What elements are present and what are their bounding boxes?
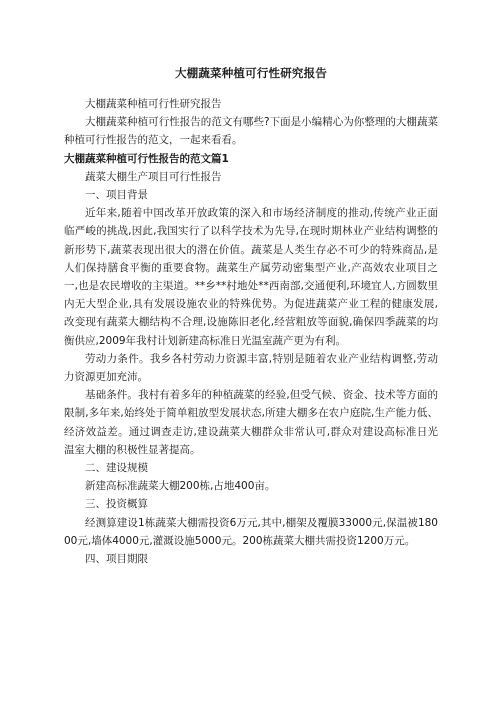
section-heading-background: 一、项目背景 <box>85 189 148 202</box>
section-heading-investment: 三、投资概算 <box>85 498 148 511</box>
intro-paragraph: 大棚蔬菜种植可行性报告的范文有哪些?下面是小编精心为你整理的大棚蔬菜种植可行性报告的范文，一起来看看。 <box>64 116 438 147</box>
section-heading: 大棚蔬菜种植可行性报告的范文篇1 <box>64 152 229 165</box>
document-subtitle: 大棚蔬菜种植可行性研究报告 <box>85 98 222 110</box>
report-title: 蔬菜大棚生产项目可行性报告 <box>85 170 222 183</box>
section-heading-period: 四、项目期限 <box>85 553 148 566</box>
background-paragraph-labor: 劳动力条件。我乡各村劳动力资源丰富,特别是随着农业产业结构调整,劳动力资源更加充沛。 <box>64 352 438 384</box>
investment-paragraph: 经测算建设1栋蔬菜大棚需投资6万元,其中,棚架及覆膜33000元,保温被18000元,墙体4000元,灌溉设施5000元。200栋蔬菜大棚共需投资1200万元。 <box>64 516 438 547</box>
background-paragraph-basis: 基础条件。我村有着多年的种植蔬菜的经验,但受气候、资金、技术等方面的限制,多年来,始终处于简单粗放型发展状态,所建大棚多在农户庭院,生产能力低、经济效益差。通过调查走访,建设蔬菜大棚群众非常认可,群众对建设高标准日光温室大棚的积极性显著提高。 <box>64 389 438 456</box>
section-heading-scale: 二、建设规模 <box>85 462 148 475</box>
document-title: 大棚蔬菜种植可行性研究报告 <box>174 66 328 80</box>
scale-paragraph: 新建高标准蔬菜大棚200栋,占地400亩。 <box>85 480 276 493</box>
background-paragraph-1: 近年来,随着中国改革开放政策的深入和市场经济制度的推动,传统产业正面临严峻的挑战,因此,我国实行了以科学技术为先导,在现时期林业产业结构调整的新形势下,蔬菜表现出很大的潜在价值。蔬菜是人类生存必不可少的特殊商品,是人们保持膳食平衡的重要食物。蔬菜生产属劳动密集型产业,产高效农业项目之一,也是农民增收的主渠道。**乡**村地处**西南部,交通便利,环境宜人,方圆数里内无大型企业,具有发展设施农业的特殊优势。为促进蔬菜产业工程的健康发展,改变现有蔬菜大棚结构不合理,设施陈旧老化,经营粗放等面貌,确保四季蔬菜的均衡供应,2009年我村计划新建高标准日光温室蔬产更为有利。 <box>64 207 438 347</box>
